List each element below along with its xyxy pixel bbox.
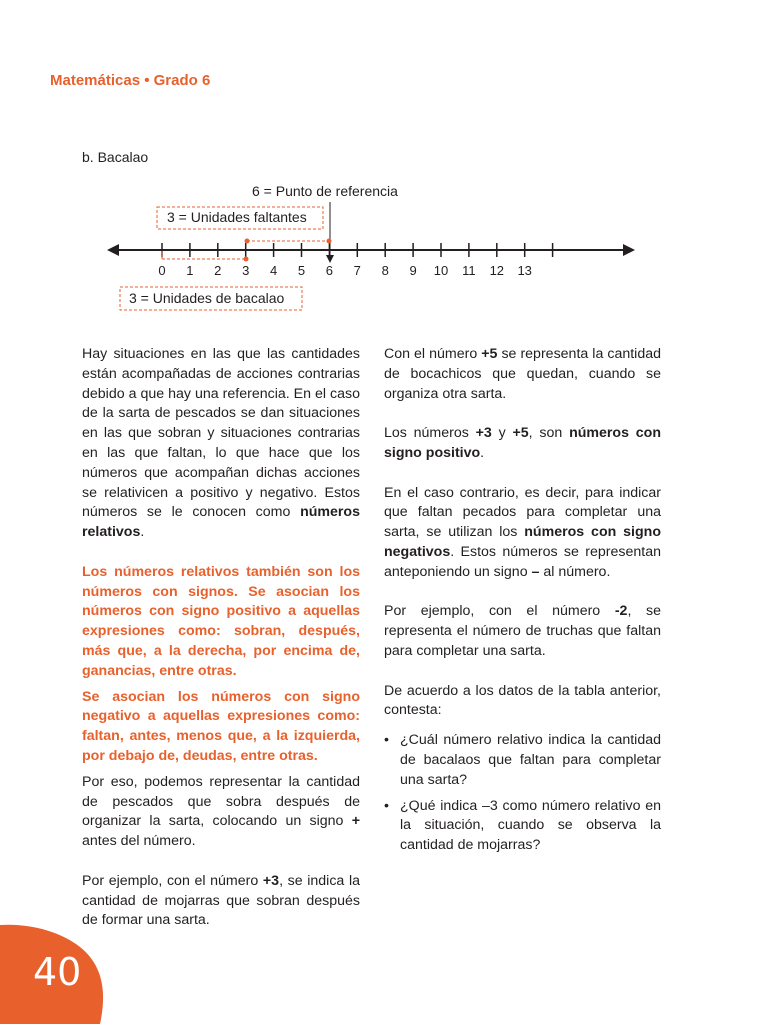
running-header: Matemáticas • Grado 6 — [50, 72, 211, 89]
paragraph-example-plus3: Por ejemplo, con el número +3, se indica la cantidad de mojarras que sobran después de formar una sarta. — [82, 872, 360, 929]
question-item: • ¿Cuál número relativo indica la cantidad de bacalaos que faltan para completar una sarta? — [384, 732, 661, 788]
tick-label: 7 — [353, 263, 361, 278]
question-list — [384, 731, 661, 856]
point-6 — [327, 239, 332, 244]
left-column — [82, 345, 360, 951]
paragraph-plus5: Con el número +5 se representa la cantidad de bocachicos que quedan, cuando se organiza otra sarta. — [384, 346, 661, 402]
tick-label: 1 — [186, 263, 194, 278]
right-arrowhead — [623, 244, 635, 256]
bullet: • — [384, 797, 389, 814]
paragraph-instruction: De acuerdo a los datos de la tabla anterior, contesta: — [384, 682, 661, 719]
tick-label: 0 — [158, 263, 166, 278]
point-3-upper — [245, 239, 250, 244]
intro-paragraph: Hay situaciones en las que las cantidades están acompañadas de acciones contrarias debido a que hay una referencia. En el caso de la sarta de pescados se dan situaciones en las que sobran y situaciones contrarias en las que faltan, lo que hace que los números que acompañan dichas acciones se relativicen a positivo y negativo. Estos números se le conocen como números relativos. — [82, 346, 360, 541]
tick-label: 9 — [409, 263, 417, 278]
missing-label: 3 = Unidades faltantes — [167, 209, 307, 225]
point-3-lower — [244, 257, 249, 262]
tick-label: 8 — [381, 263, 389, 278]
reference-label: 6 = Punto de referencia — [252, 183, 398, 199]
bullet: • — [384, 732, 389, 749]
tick-label: 10 — [433, 263, 449, 278]
paragraph-negative: En el caso contrario, es decir, para indicar que faltan pecados para completar una sarta, se utilizan los números con signo negativos. Estos números se representan anteponiendo un signo – al número. — [384, 484, 661, 580]
tick-label: 12 — [489, 263, 505, 278]
tick-label: 4 — [269, 263, 278, 278]
highlight-positive: Los números relativos también son los números con signos. Se asocian los números con signo positivo a aquellas expresiones como: sobran, después, más que, a la derecha, por encima de, ganancias, entre otras. — [82, 563, 361, 679]
highlight-negative: Se asocian los números con signo negativo a aquellas expresiones como: faltan, antes, menos que, a la izquierda, por debajo de, deudas, entre otras. — [82, 688, 360, 764]
paragraph-sign: Por eso, podemos representar la cantidad de pescados que sobra después de organizar la sarta, colocando un signo + antes del número. — [82, 773, 360, 850]
number-line-figure — [0, 175, 768, 325]
bacalao-label: 3 = Unidades de bacalao — [129, 290, 285, 306]
tick-label: 11 — [462, 263, 476, 278]
paragraph-positive: Los números +3 y +5, son números con signo positivo. — [384, 425, 661, 461]
paragraph-example-minus2: Por ejemplo, con el número -2, se representa el número de truchas que faltan para completar una sarta. — [384, 603, 661, 659]
tick-label: 3 — [242, 263, 250, 278]
section-subtitle: b. Bacalao — [82, 149, 149, 165]
page-number: 40 — [33, 950, 82, 994]
tick-label: 6 — [325, 263, 334, 278]
tick-label: 2 — [214, 263, 222, 278]
right-column — [384, 345, 661, 862]
tick-label: 13 — [517, 263, 532, 278]
left-arrowhead — [107, 244, 119, 256]
tick-label: 5 — [297, 263, 306, 278]
question-item: • ¿Qué indica –3 como número relativo en la situación, cuando se observa la cantidad de mojarras? — [384, 797, 661, 854]
